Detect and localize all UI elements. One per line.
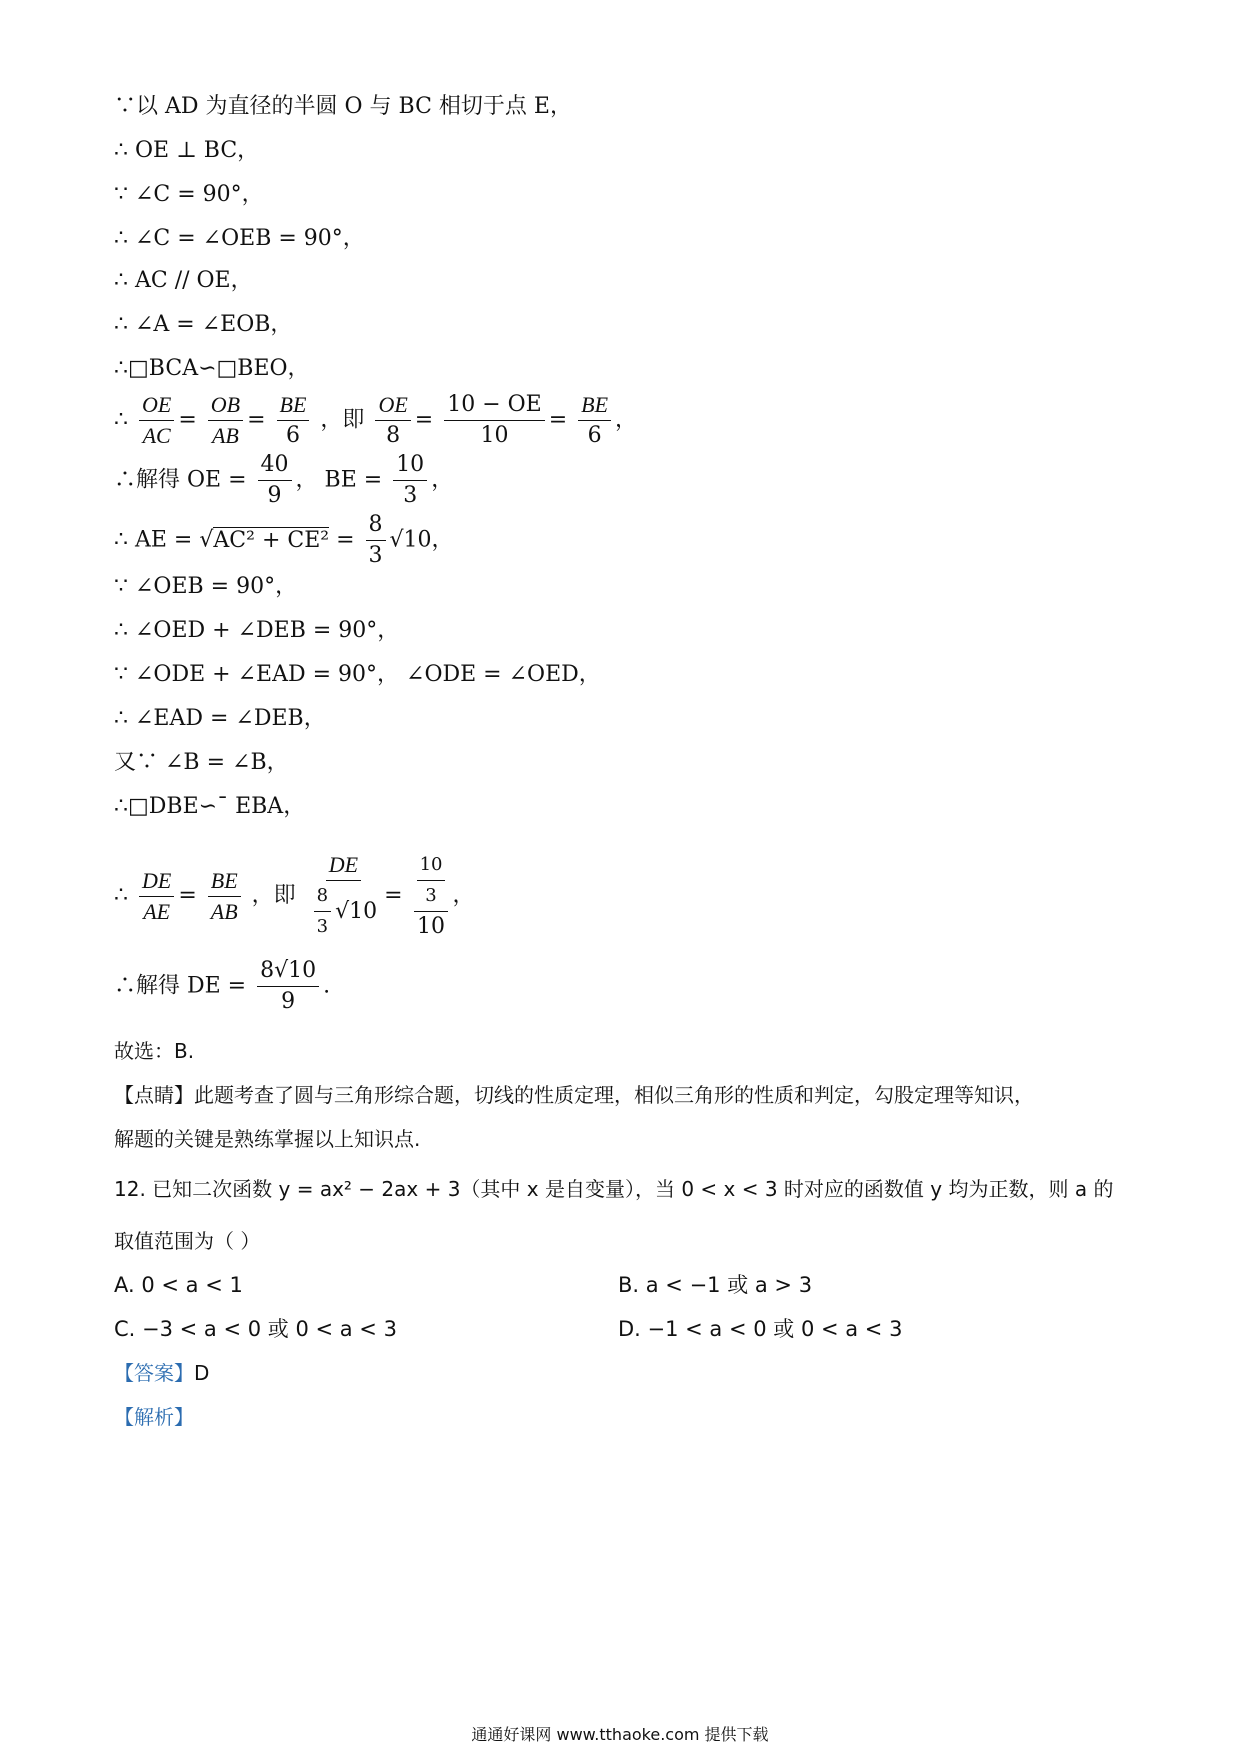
- line-16: ∴□DBE∽¯ EBA，: [114, 794, 306, 819]
- line-13: ∵ ∠ODE + ∠EAD = 90°， ∠ODE = ∠OED，: [114, 662, 601, 687]
- line-12: ∴ ∠OED + ∠DEB = 90°，: [114, 618, 400, 643]
- fraction-10-3: $\frac{10}{3}$: [393, 450, 427, 511]
- fraction-10-oe: $\frac{10 - OE}{10}$: [444, 390, 545, 451]
- line-5: ∴ AC // OE，: [114, 268, 253, 293]
- analysis-label: 【解析】: [114, 1405, 194, 1429]
- line-3: ∵ ∠C = 90°，: [114, 182, 264, 207]
- fraction-be-ab: $\frac{BE}{AB}$: [208, 866, 241, 927]
- line-18-de-result: ∴解得 DE = $\frac{8√10}{9}$ .: [114, 956, 330, 1017]
- option-c: C. −3 < a < 0 或 0 < a < 3: [114, 1317, 397, 1341]
- line-1: ∵以 AD 为直径的半圆 O 与 BC 相切于点 E，: [114, 94, 572, 119]
- fraction-de-ae: $\frac{DE}{AE}$: [139, 866, 174, 927]
- answer-label: 【答案】: [114, 1361, 194, 1385]
- fraction-de-over-compound: DE $\frac{8}{3}$ √10: [307, 850, 380, 942]
- fraction-8root10-9: $\frac{8√10}{9}$: [257, 956, 319, 1017]
- fraction-8-3: $\frac{8}{3}$: [366, 510, 386, 571]
- option-a: A. 0 < a < 1: [114, 1273, 243, 1297]
- question-12-line-1: 12. 已知二次函数 y = ax² − 2ax + 3（其中 x 是自变量），当 0 < x < 3 时对应的函数值 y 均为正数，则 a 的: [114, 1177, 1114, 1201]
- line-10-ae: ∴ AE = √AC² + CE² = $\frac{8}{3}$ √10，: [114, 510, 454, 571]
- fraction-ob-ab: $\frac{OB}{AB}$: [208, 390, 243, 451]
- line-9-solve: ∴解得 OE = $\frac{40}{9}$ ， BE = $\frac{10}{3}$ ，: [114, 450, 453, 511]
- question-12-line-2: 取值范围为（ ）: [114, 1229, 261, 1253]
- fraction-40-9: $\frac{40}{9}$: [258, 450, 292, 511]
- line-6: ∴ ∠A = ∠EOB，: [114, 312, 293, 337]
- comment-line-1: 【点睛】此题考查了圆与三角形综合题，切线的性质定理，相似三角形的性质和判定，勾股定理等知识，: [114, 1083, 1034, 1107]
- answer-line: [114, 1358, 209, 1388]
- comment-line-2: 解题的关键是熟练掌握以上知识点.: [114, 1127, 421, 1151]
- line-choice-b: 故选：B.: [114, 1039, 195, 1063]
- answer-value: D: [194, 1361, 210, 1385]
- fraction-be-6: $\frac{BE}{6}$: [277, 390, 310, 451]
- analysis-line: [114, 1402, 194, 1432]
- line-8-ratio: ∴ $\frac{OE}{AC}$ = $\frac{OB}{AB}$ = $\frac{BE}{6}$ ，即 $\frac{OE}{8}$ = $\frac{10 - OE}{10}$ = $\frac{BE}{6}$ ，: [114, 390, 637, 451]
- line-7: ∴□BCA∽□BEO，: [114, 356, 310, 381]
- option-b: B. a < −1 或 a > 3: [618, 1273, 813, 1297]
- page-footer: 通通好课网 www.tthaoke.com 提供下载: [471, 1725, 769, 1744]
- sqrt-expression: √AC² + CE²: [199, 527, 330, 553]
- fraction-oe-8: $\frac{OE}{8}$: [375, 390, 410, 451]
- line-15: 又∵ ∠B = ∠B，: [114, 750, 289, 775]
- line-14: ∴ ∠EAD = ∠DEB，: [114, 706, 326, 731]
- fraction-be-6b: $\frac{BE}{6}$: [578, 390, 611, 451]
- fraction-oe-ac: $\frac{OE}{AC}$: [139, 390, 174, 451]
- option-d: D. −1 < a < 0 或 0 < a < 3: [618, 1317, 903, 1341]
- line-2: ∴ OE ⊥ BC，: [114, 138, 260, 163]
- fraction-compound-over-10: $\frac{\frac{10}{3}}{10}$: [414, 850, 449, 942]
- line-4: ∴ ∠C = ∠OEB = 90°，: [114, 226, 365, 251]
- line-17-de-ratio: ∴ $\frac{DE}{AE}$ = $\frac{BE}{AB}$ ，即 DE $\frac{8}{3}$ √10 = $\frac{\frac{10}{3}}{10}$ ，: [114, 850, 475, 942]
- line-11: ∵ ∠OEB = 90°，: [114, 574, 298, 599]
